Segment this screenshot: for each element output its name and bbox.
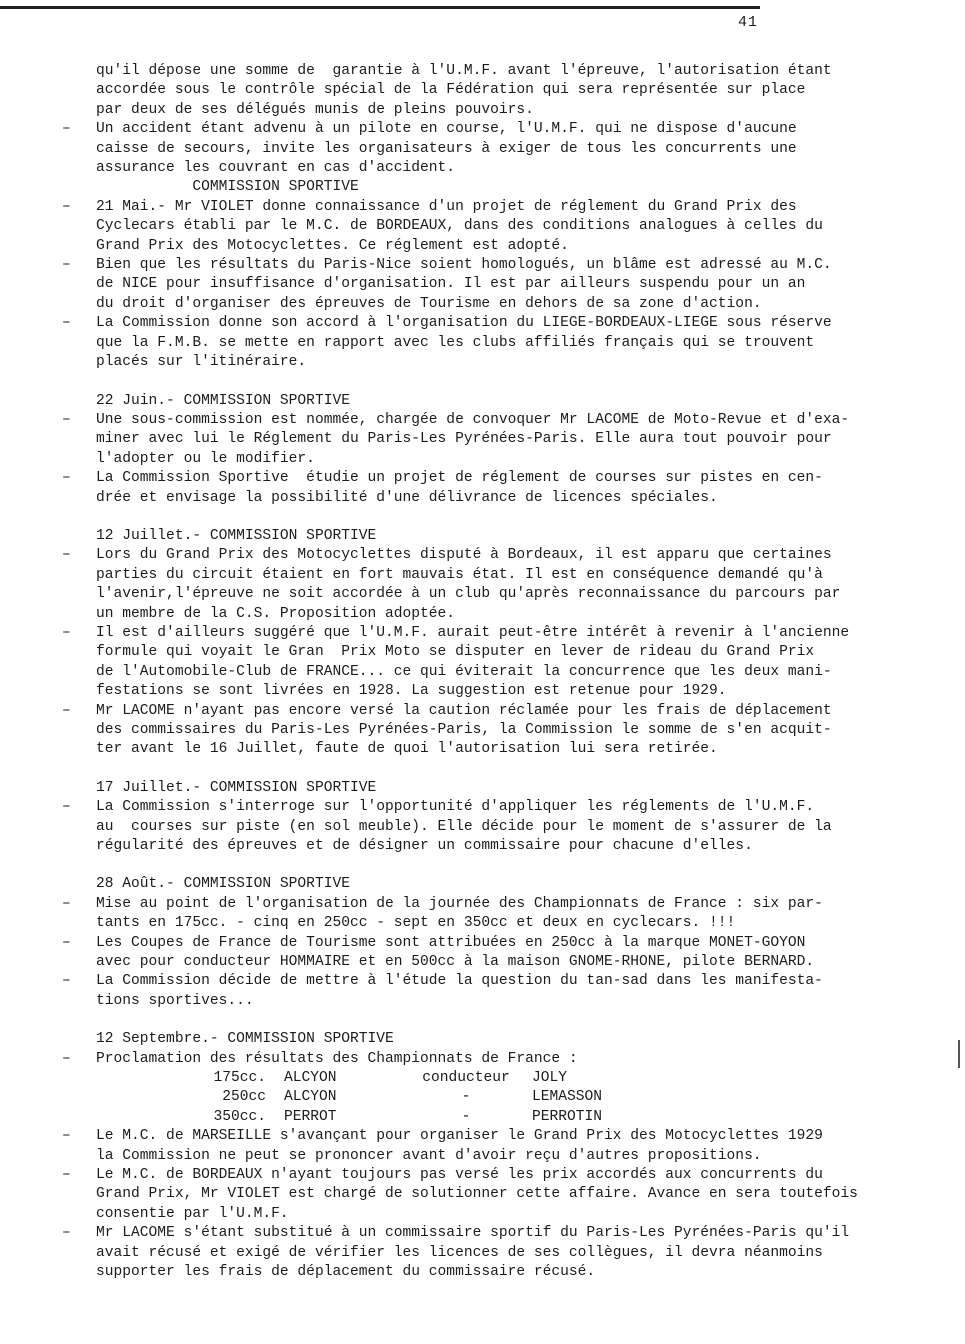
text-line: – Un accident étant advenu à un pilote en course, l'U.M.F. qui ne dispose d'aucune (96, 121, 797, 138)
bullet-paragraph (62, 798, 922, 856)
bullet-paragraph (62, 702, 922, 760)
bullet-paragraph (62, 546, 922, 624)
section-heading: 17 Juillet.- COMMISSION SPORTIVE (96, 779, 377, 796)
driver-cell: JOLY (532, 1070, 568, 1087)
text-line: par deux de ses délégués munis de pleins pouvoirs. (96, 101, 534, 118)
paragraph-gap (62, 1011, 922, 1030)
text-line: formule qui voyait le Gran Prix Moto se disputer en lever de rideau du Grand Prix (96, 644, 815, 661)
paragraph (62, 62, 922, 120)
text-line: un membre de la C.S. Proposition adoptée. (96, 605, 456, 622)
margin-mark (958, 1040, 960, 1068)
bullet-paragraph (62, 1166, 922, 1224)
results-table (62, 1069, 922, 1127)
paragraph-gap (62, 760, 922, 779)
text-line: tants en 175cc. - cinq en 250cc - sept en 350cc et deux en cyclecars. !!! (96, 915, 736, 932)
text-line: – Mr LACOME s'étant substitué à un commissaire sportif du Paris-Les Pyrénées-Paris qu'il (96, 1225, 850, 1242)
text-line: miner avec lui le Réglement du Paris-Les Pyrénées-Paris. Elle aura tout pouvoir pour (96, 431, 832, 448)
driver-cell: PERROTIN (532, 1108, 603, 1125)
text-line: accordée sous le contrôle spécial de la Fédération qui sera représentée sur place (96, 82, 806, 99)
text-line: placés sur l'itinéraire. (96, 354, 307, 371)
results-row (96, 1088, 922, 1107)
text-line: avec pour conducteur HOMMAIRE et en 500cc à la maison GNOME-RHONE, pilote BERNARD. (96, 954, 815, 971)
text-line: Grand Prix des Motocyclettes. Ce réglement est adopté. (96, 237, 569, 254)
text-line: de l'Automobile-Club de FRANCE... ce qui éviterait la concurrence que les deux mani- (96, 663, 832, 680)
text-line: – Le M.C. de MARSEILLE s'avançant pour organiser le Grand Prix des Motocyclettes 1929 (96, 1128, 823, 1145)
text-line: – Les Coupes de France de Tourisme sont attribuées en 250cc à la marque MONET-GOYON (96, 934, 806, 951)
text-line: – Une sous-commission est nommée, chargée de convoquer Mr LACOME de Moto-Revue et d'exa- (96, 411, 850, 428)
document-body (62, 62, 922, 1283)
text-line: supporter les frais de déplacement du commissaire récusé. (96, 1264, 596, 1281)
text-line: assurance les couvrant en cas d'accident. (96, 160, 456, 177)
text-line: festations se sont livrées en 1928. La suggestion est retenue pour 1929. (96, 683, 727, 700)
text-line: tions sportives... (96, 992, 254, 1009)
bullet-paragraph (62, 256, 922, 314)
text-line: – Proclamation des résultats des Championnats de France : (96, 1050, 578, 1067)
bullet-paragraph (62, 1224, 922, 1282)
section-heading: 22 Juin.- COMMISSION SPORTIVE (96, 392, 350, 409)
bullet-paragraph (62, 469, 922, 508)
page-number: 41 (738, 14, 759, 31)
text-line: drée et envisage la possibilité d'une délivrance de licences spéciales. (96, 489, 718, 506)
results-row (96, 1108, 922, 1127)
make-cell: ALCYON (284, 1070, 337, 1087)
text-line: l'adopter ou le modifier. (96, 450, 315, 467)
text-line: – 21 Mai.- Mr VIOLET donne connaissance d'un projet de réglement du Grand Prix des (96, 198, 797, 215)
text-line: consentie par l'U.M.F. (96, 1205, 289, 1222)
bullet-paragraph (62, 314, 922, 372)
top-rule (0, 6, 760, 9)
text-line: – La Commission s'interroge sur l'opportunité d'appliquer les réglements de l'U.M.F. (96, 799, 815, 816)
bullet-paragraph (62, 972, 922, 1011)
bullet-paragraph (62, 624, 922, 702)
text-line: qu'il dépose une somme de garantie à l'U.M.F. avant l'épreuve, l'autorisation étant (96, 63, 832, 79)
bullet-paragraph (62, 934, 922, 973)
bullet-paragraph (62, 1127, 922, 1166)
make-cell: PERROT (284, 1108, 337, 1125)
driver-cell: LEMASSON (532, 1089, 603, 1106)
text-line: que la F.M.B. se mette en rapport avec les clubs affiliés français qui se trouvent (96, 334, 815, 351)
bullet-paragraph (62, 198, 922, 256)
paragraph-gap (62, 373, 922, 392)
label-cell: - (461, 1089, 471, 1106)
text-line: la Commission ne peut se prononcer avant d'avoir reçu d'autres propositions. (96, 1147, 762, 1164)
text-line: au courses sur piste (en sol meuble). Elle décide pour le moment de s'assurer de la (96, 818, 832, 835)
class-cell: 250cc (222, 1089, 266, 1106)
text-line: caisse de secours, invite les organisateurs à exiger de tous les concurrents une (96, 140, 797, 157)
section-heading: 28 Août.- COMMISSION SPORTIVE (96, 876, 350, 893)
text-line: – La Commission décide de mettre à l'étude la question du tan-sad dans les manifesta- (96, 973, 823, 990)
label-cell: conducteur (422, 1070, 510, 1087)
text-line: des commissaires du Paris-Les Pyrénées-Paris, la Commission le somme de s'en acquit- (96, 722, 832, 738)
section-heading: 12 Septembre.- COMMISSION SPORTIVE (96, 1031, 394, 1048)
text-line: avait récusé et exigé de vérifier les licences de ses collègues, il devra néanmoins (96, 1244, 823, 1261)
text-line: Grand Prix, Mr VIOLET est chargé de solutionner cette affaire. Avance en sera toutefois (96, 1186, 858, 1203)
text-line: – Mise au point de l'organisation de la journée des Championnats de France : six par- (96, 895, 823, 912)
text-line: – La Commission donne son accord à l'organisation du LIEGE-BORDEAUX-LIEGE sous réserve (96, 315, 832, 332)
make-cell: ALCYON (284, 1089, 337, 1106)
class-cell: 350cc. (213, 1108, 266, 1125)
text-line: du droit d'organiser des épreuves de Tourisme en dehors de sa zone d'action. (96, 295, 762, 312)
bullet-paragraph (62, 411, 922, 469)
class-cell: 175cc. (213, 1070, 266, 1087)
bullet-paragraph (62, 120, 922, 178)
text-line: de NICE pour insuffisance d'organisation. Il est par ailleurs suspendu pour un an (96, 276, 806, 293)
text-line: – Mr LACOME n'ayant pas encore versé la caution réclamée pour les frais de déplacement (96, 702, 832, 719)
text-line: parties du circuit étaient en fort mauvais état. Il est en conséquence demandé qu'à (96, 566, 823, 583)
text-line: ter avant le 16 Juillet, faute de quoi l'autorisation lui sera retirée. (96, 741, 718, 758)
section-heading: COMMISSION SPORTIVE (96, 179, 359, 196)
label-cell: - (461, 1108, 471, 1125)
text-line: – Bien que les résultats du Paris-Nice soient homologués, un blâme est adressé au M.C. (96, 257, 832, 274)
section-heading: 12 Juillet.- COMMISSION SPORTIVE (96, 527, 377, 544)
paragraph-gap (62, 508, 922, 527)
text-line: l'avenir,l'épreuve ne soit accordée à un club qu'après reconnaissance du parcours par (96, 586, 841, 603)
text-line: – Il est d'ailleurs suggéré que l'U.M.F. aurait peut-être intérêt à revenir à l'ancienne (96, 624, 850, 641)
text-line: – Lors du Grand Prix des Motocyclettes disputé à Bordeaux, il est apparu que certaines (96, 547, 832, 564)
text-line: – Le M.C. de BORDEAUX n'ayant toujours pas versé les prix accordés aux concurrents du (96, 1167, 823, 1184)
text-line: – La Commission Sportive étudie un projet de réglement de courses sur pistes en cen- (96, 470, 823, 487)
paragraph-gap (62, 856, 922, 875)
bullet-paragraph (62, 895, 922, 934)
text-line: Cyclecars établi par le M.C. de BORDEAUX, dans des conditions analogues à celles du (96, 218, 823, 235)
results-row (96, 1069, 922, 1088)
text-line: régularité des épreuves et de désigner un commissaire pour chacune d'elles. (96, 838, 753, 855)
bullet-paragraph (62, 1050, 922, 1069)
